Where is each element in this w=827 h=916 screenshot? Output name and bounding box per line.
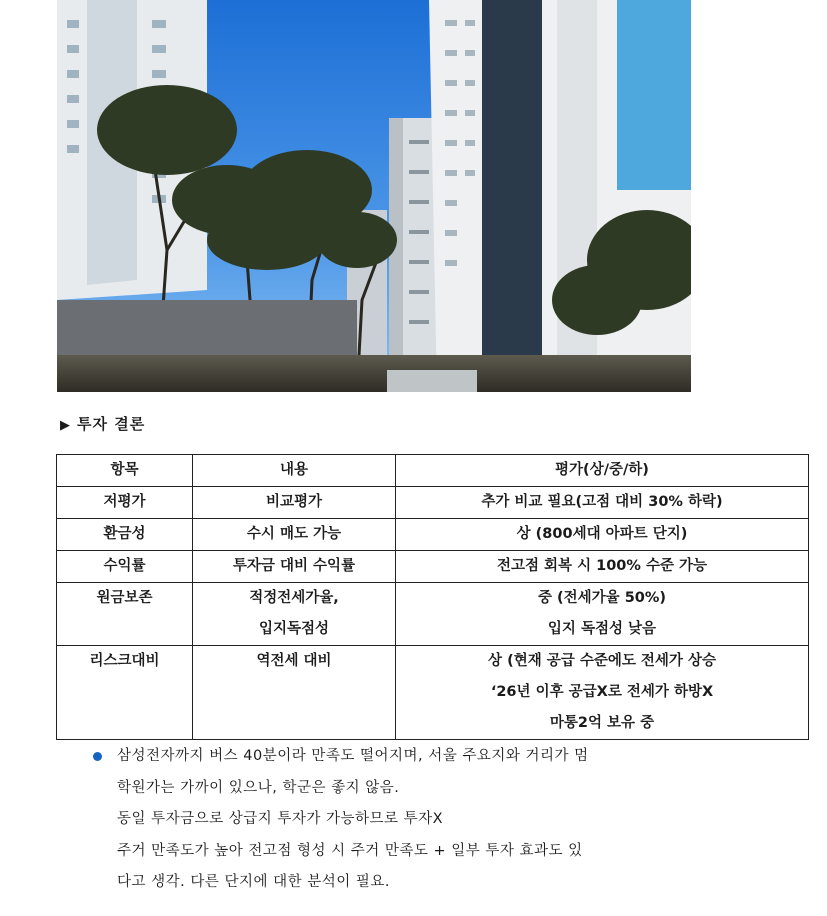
header-content: 내용 [193, 455, 396, 487]
cell-content: 투자금 대비 수익률 [193, 551, 396, 583]
cell-rating: 중 (전세가율 50%) 입지 독점성 낮음 [396, 583, 809, 646]
cell-item: 원금보존 [57, 583, 193, 646]
cell-content: 역전세 대비 [193, 646, 396, 740]
table-row [57, 551, 809, 583]
cell-item: 저평가 [57, 487, 193, 519]
bullet-dot-icon [93, 752, 102, 761]
bullet-line: 주거 만족도가 높아 전고점 형성 시 주거 만족도 + 일부 투자 효과도 있 [117, 842, 583, 859]
conclusion-bullet [95, 741, 795, 899]
cell-rating: 전고점 회복 시 100% 수준 가능 [396, 551, 809, 583]
cell-item: 환금성 [57, 519, 193, 551]
cell-rating: 상 (800세대 아파트 단지) [396, 519, 809, 551]
cell-item: 리스크대비 [57, 646, 193, 740]
table-row [57, 519, 809, 551]
bullet-line: 삼성전자까지 버스 40분이라 만족도 떨어지며, 서울 주요지와 거리가 멈 [117, 748, 589, 764]
cell-content: 수시 매도 가능 [193, 519, 396, 551]
table-row [57, 646, 809, 740]
cell-rating: 추가 비교 필요(고점 대비 30% 하락) [396, 487, 809, 519]
cell-content: 적정전세가율, 입지독점성 [193, 583, 396, 646]
bullet-line: 다고 생각. 다른 단지에 대한 분석이 필요. [117, 874, 390, 890]
table-row [57, 487, 809, 519]
bullet-line: 학원가는 가까이 있으나, 학군은 좋지 않음. [117, 779, 400, 796]
bullet-line: 동일 투자금으로 상급지 투자가 가능하므로 투자X [117, 811, 444, 827]
apartment-photo [57, 0, 691, 392]
triangle-bullet-icon: ▶ [60, 418, 71, 433]
table-row [57, 583, 809, 646]
cell-rating: 상 (현재 공급 수준에도 전세가 상승 ‘26년 이후 공급X로 전세가 하방X 마통2억 보유 중 [396, 646, 809, 740]
header-item: 항목 [57, 455, 193, 487]
table-header-row [57, 455, 809, 487]
header-rating: 평가(상/중/하) [396, 455, 809, 487]
investment-summary-table [56, 454, 809, 740]
section-heading-text: 투자 결론 [77, 415, 146, 433]
cell-content: 비교평가 [193, 487, 396, 519]
section-heading [60, 413, 145, 434]
cell-item: 수익률 [57, 551, 193, 583]
